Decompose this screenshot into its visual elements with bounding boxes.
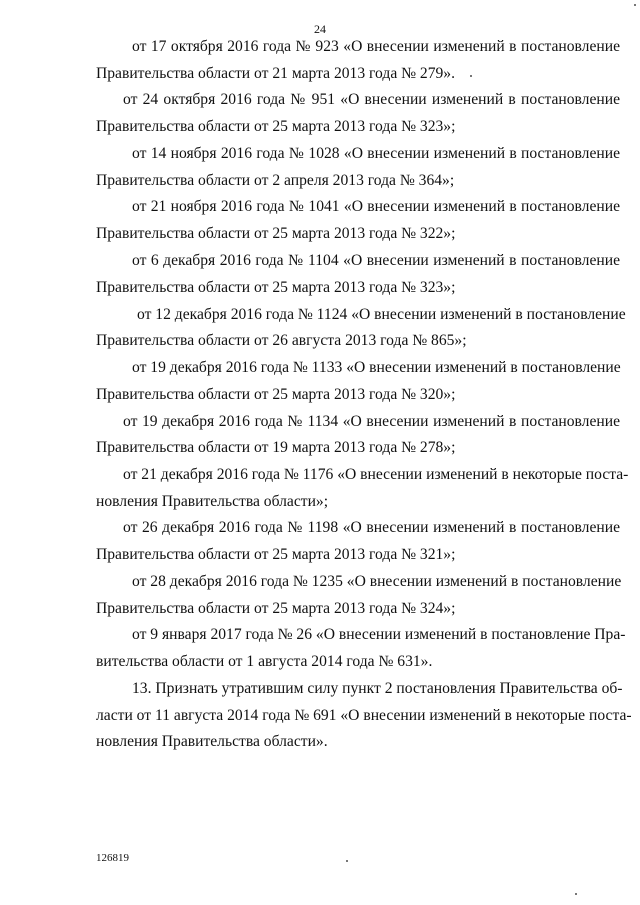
list-item-line: от 17 октября 2016 года № 923 «О внесении изменений в постановление xyxy=(132,38,620,55)
list-item-line: от 24 октября 2016 года № 951 «О внесении изменений в постановление xyxy=(123,91,620,108)
scan-speck xyxy=(575,893,577,895)
list-item-line: от 19 декабря 2016 года № 1133 «О внесении изменений в постановление xyxy=(132,359,621,376)
paragraph-line: ласти от 11 августа 2014 года № 691 «О внесении изменений в некоторые поста- xyxy=(96,707,632,724)
list-item-line: Правительства области от 25 марта 2013 года № 320»; xyxy=(96,386,456,403)
list-item-line: Правительства области от 25 марта 2013 года № 323»; xyxy=(96,279,456,296)
scan-speck xyxy=(470,75,472,77)
list-item-line: от 21 ноября 2016 года № 1041 «О внесении изменений в постановление xyxy=(132,198,620,215)
list-item-line: новления Правительства области»; xyxy=(96,493,329,510)
paragraph-line: новления Правительства области». xyxy=(96,733,328,750)
list-item-line: от 28 декабря 2016 года № 1235 «О внесении изменений в постановление xyxy=(132,573,622,590)
list-item-line: от 9 января 2017 года № 26 «О внесении изменений в постановление Пра- xyxy=(132,626,626,643)
list-item-line: Правительства области от 25 марта 2013 года № 322»; xyxy=(96,225,456,242)
scan-speck xyxy=(346,860,348,862)
list-item-line: Правительства области от 25 марта 2013 года № 323»; xyxy=(96,118,456,135)
list-item-line: от 19 декабря 2016 года № 1134 «О внесении изменений в постановление xyxy=(123,413,620,430)
list-item-line: Правительства области от 25 марта 2013 года № 321»; xyxy=(96,546,456,563)
list-item-line: от 12 декабря 2016 года № 1124 «О внесении изменений в постановление xyxy=(137,306,626,323)
list-item-line: от 26 декабря 2016 года № 1198 «О внесении изменений в постановление xyxy=(123,519,620,536)
list-item-line: Правительства области от 21 марта 2013 года № 279». xyxy=(96,65,456,82)
list-item-line: Правительства области от 25 марта 2013 года № 324»; xyxy=(96,600,456,617)
document-code: 126819 xyxy=(96,852,129,864)
list-item-line: от 6 декабря 2016 года № 1104 «О внесении изменений в постановление xyxy=(132,252,620,269)
list-item-line: от 21 декабря 2016 года № 1176 «О внесении изменений в некоторые поста- xyxy=(123,466,629,483)
list-item-line: Правительства области от 26 августа 2013 года № 865»; xyxy=(96,332,467,349)
page-number: 24 xyxy=(314,22,326,36)
list-item-line: вительства области от 1 августа 2014 года № 631». xyxy=(96,653,433,670)
scan-speck xyxy=(634,4,636,6)
list-item-line: Правительства области от 2 апреля 2013 года № 364»; xyxy=(96,172,455,189)
list-item-line: Правительства области от 19 марта 2013 года № 278»; xyxy=(96,439,456,456)
list-item-line: от 14 ноября 2016 года № 1028 «О внесении изменений в постановление xyxy=(132,145,620,162)
paragraph-line: 13. Признать утратившим силу пункт 2 постановления Правительства об- xyxy=(132,680,623,697)
